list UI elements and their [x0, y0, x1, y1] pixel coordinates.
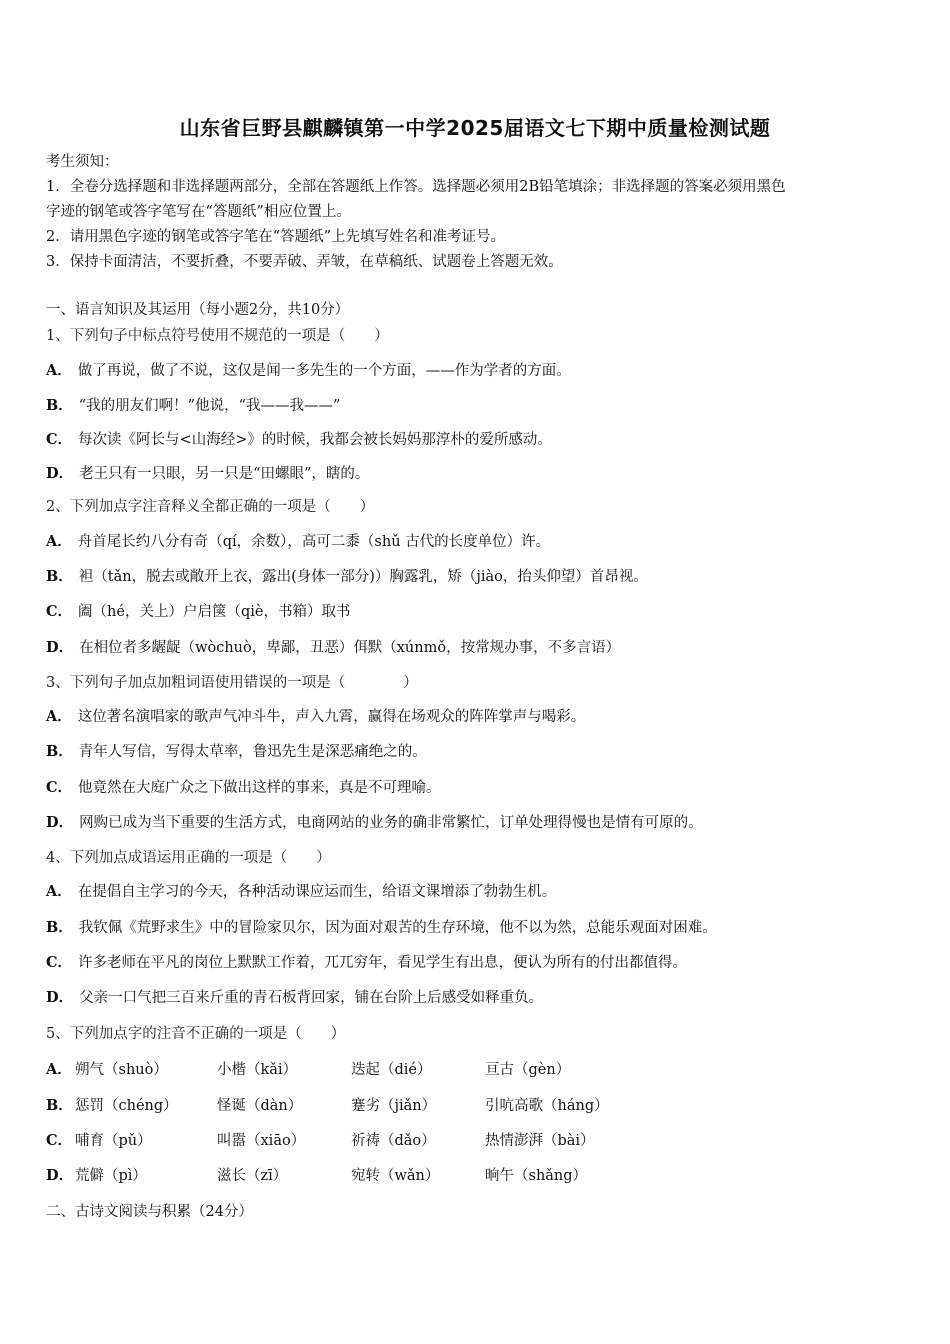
option-label: A． [46, 362, 72, 379]
option-label: C． [46, 779, 73, 796]
option-label: D． [46, 989, 74, 1006]
question-2-option-d [46, 638, 620, 658]
option-label: D． [46, 465, 74, 482]
option-label: C． [46, 954, 73, 971]
option-text: 舟首尾长约八分有奇（qí，余数），高可二黍（shǔ 古代的长度单位）许。 [77, 534, 551, 550]
pinyin-cell: 哺育（pǔ） [75, 1133, 152, 1149]
question-1-option-c [46, 430, 552, 450]
pinyin-cell: 惩罚（chéng） [75, 1098, 178, 1114]
pinyin-cell: 亘古（gèn） [485, 1062, 571, 1078]
option-text: 在相位者多龌龊（wòchuò，卑鄙，丑恶）佴默（xúnmǒ，按常规办事，不多言语） [79, 640, 621, 656]
question-3-option-c [46, 778, 441, 798]
pinyin-cell: 宛转（wǎn） [351, 1168, 440, 1184]
page-title: 山东省巨野县麒麟镇第一中学2025届语文七下期中质量检测试题 [179, 116, 771, 140]
option-text: 做了再说，做了不说，这仅是闻一多先生的一个方面，——作为学者的方面。 [77, 363, 571, 379]
option-label: D． [46, 1167, 74, 1184]
option-text: 这位著名演唱家的歌声气冲斗牛，声入九霄，赢得在场观众的阵阵掌声与喝彩。 [77, 709, 586, 725]
pinyin-cell: 晌午（shǎng） [485, 1168, 588, 1184]
option-label: C． [46, 431, 73, 448]
option-text: 阖（hé，关上）户启箧（qiè，书箱）取书 [78, 604, 351, 620]
option-label: C． [46, 1132, 73, 1149]
pinyin-cell: 蹇劣（jiǎn） [351, 1098, 437, 1114]
option-label: B． [46, 743, 73, 760]
option-label: A． [46, 883, 72, 900]
option-label: A． [46, 533, 72, 550]
pinyin-cell: 滋长（zī） [217, 1168, 288, 1184]
question-2-stem: 2、下列加点字注音释义全都正确的一项是（ ） [46, 499, 375, 515]
option-label: B． [46, 397, 73, 414]
pinyin-cell: 荒僻（pì） [75, 1168, 147, 1184]
question-3-option-d [46, 813, 703, 833]
option-text: 父亲一口气把三百来斤重的青石板背回家，铺在台阶上后感受如释重负。 [79, 990, 544, 1006]
option-label: B． [46, 1097, 73, 1114]
pinyin-cell: 迭起（dié） [351, 1062, 432, 1078]
option-text: 我钦佩《荒野求生》中的冒险家贝尔，因为面对艰苦的生存环境，他不以为然，总能乐观面对困难。 [78, 920, 717, 936]
question-4-stem: 4、下列加点成语运用正确的一项是（ ） [46, 850, 331, 866]
option-label: D． [46, 814, 74, 831]
option-label: C． [46, 603, 73, 620]
option-label: A． [46, 1061, 72, 1078]
pinyin-cell: 怪诞（dàn） [217, 1098, 303, 1114]
option-text: 青年人写信，写得太草率，鲁迅先生是深恶痛绝之的。 [78, 744, 427, 760]
question-1-option-a [46, 361, 571, 381]
question-5-stem: 5、下列加点字的注音不正确的一项是（ ） [46, 1026, 346, 1042]
section-1-heading: 一、语言知识及其运用（每小题2分，共10分） [46, 302, 350, 318]
question-4-option-c [46, 953, 687, 973]
section-2-heading: 二、古诗文阅读与积累（24分） [46, 1204, 253, 1220]
option-label: B． [46, 568, 73, 585]
option-label: B． [46, 919, 73, 936]
option-text: 许多老师在平凡的岗位上默默工作着，兀兀穷年，看见学生有出息，便认为所有的付出都值得。 [78, 955, 688, 971]
pinyin-cell: 朔气（shuò） [75, 1062, 168, 1078]
question-2-option-c [46, 602, 350, 622]
pinyin-cell: 热情澎湃（bài） [485, 1133, 595, 1149]
question-2-option-a [46, 532, 550, 552]
option-text: 老王只有一只眼，另一只是“田螺眼”，瞎的。 [79, 466, 370, 482]
notice-item-1: 1．全卷分选择题和非选择题两部分，全部在答题纸上作答。选择题必须用2B铅笔填涂；非选择题的答案必须用黑色 [46, 179, 786, 195]
pinyin-cell: 引吭高歌（háng） [485, 1098, 609, 1114]
notice-item-3: 3．保持卡面清洁，不要折叠，不要弄破、弄皱，在草稿纸、试题卷上答题无效。 [46, 254, 563, 270]
question-4-option-b [46, 918, 717, 938]
question-3-stem: 3、下列句子加点加粗词语使用错误的一项是（ ） [46, 675, 418, 691]
pinyin-cell: 祈祷（dǎo） [351, 1133, 436, 1149]
question-3-option-b [46, 742, 427, 762]
option-label: D． [46, 639, 74, 656]
pinyin-cell: 叫嚣（xiāo） [217, 1133, 306, 1149]
pinyin-cell: 小楷（kǎi） [217, 1062, 298, 1078]
question-1-stem: 1、下列句子中标点符号使用不规范的一项是（ ） [46, 328, 389, 344]
option-text: 网购已成为当下重要的生活方式，电商网站的业务的确非常繁忙，订单处理得慢也是情有可原的。 [79, 815, 703, 831]
question-1-option-d [46, 464, 369, 484]
option-text: 袒（tǎn，脱去或敞开上衣，露出(身体一部分)）胸露乳，矫（jiào，抬头仰望）首昂视。 [78, 569, 648, 585]
option-text: 在提倡自主学习的今天，各种活动课应运而生，给语文课增添了勃勃生机。 [77, 884, 557, 900]
question-3-option-a [46, 707, 585, 727]
question-4-option-a [46, 882, 556, 902]
notice-item-1-cont: 字迹的钢笔或答字笔写在“答题纸”相应位置上。 [46, 204, 351, 220]
question-1-option-b [46, 396, 340, 416]
option-text: “我的朋友们啊！”他说，“我——我——” [78, 398, 341, 414]
question-2-option-b [46, 567, 648, 587]
question-4-option-d [46, 988, 543, 1008]
notice-heading: 考生须知： [46, 154, 119, 170]
option-text: 每次读《阿长与<山海经>》的时候，我都会被长妈妈那淳朴的爱所感动。 [78, 432, 552, 448]
notice-item-2: 2．请用黑色字迹的钢笔或答字笔在“答题纸”上先填写姓名和准考证号。 [46, 229, 506, 245]
option-text: 他竟然在大庭广众之下做出这样的事来，真是不可理喻。 [78, 780, 441, 796]
option-label: A． [46, 708, 72, 725]
